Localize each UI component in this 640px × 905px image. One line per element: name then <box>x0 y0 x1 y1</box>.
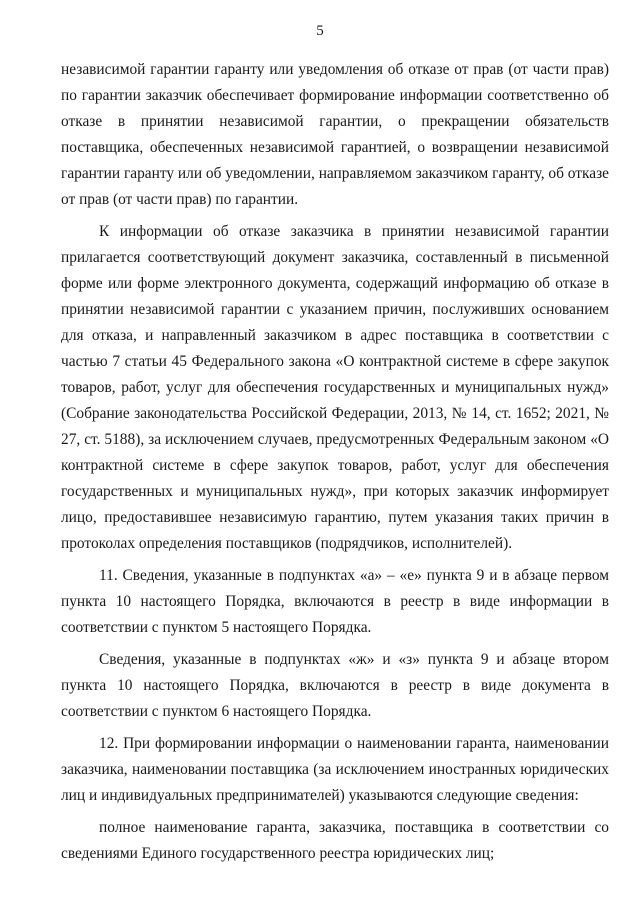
paragraph-item-11: 11. Сведения, указанные в подпунктах «а» – «е» пункта 9 и в абзаце первом пункта 10 настоящего Порядка, включаются в реестр в виде информации в соответствии с пунктом 5 настоящего Порядка. <box>61 567 609 636</box>
paragraph-refusal-document: К информации об отказе заказчика в принятии независимой гарантии прилагается соответствующий документ заказчика, составленный в письменной форме или форме электронного документа, содержащий информацию об отказе в принятии независимой гарантии с указанием причин, послуживших основанием для отказа, и направленный заказчиком в адрес поставщика в соответствии с частью 7 статьи 45 Федерального закона «О контрактной системе в сфере закупок товаров, работ, услуг для обеспечения государственных и муниципальных нужд» (Собрание законодательства Российской Федерации, 2013, № 14, ст. 1652; 2021, № 27, ст. 5188), за исключением случаев, предусмотренных Федеральным законом «О контрактной системе в сфере закупок товаров, работ, услуг для обеспечения государственных и муниципальных нужд», при которых заказчик информирует лицо, предоставившее независимую гарантию, путем указания таких причин в протоколах определения поставщиков (подрядчиков, исполнителей). <box>61 223 609 552</box>
paragraph-guarantee-refusal-info: независимой гарантии гаранту или уведомления об отказе от прав (от части прав) по гарантии заказчик обеспечивает формирование информации соответственно об отказе в принятии независимой гарантии, о прекращении обязательств поставщика, обеспеченных независимой гарантией, о возвращении независимой гарантии гаранту или об уведомлении, направляемом заказчиком гаранту, об отказе от прав (от части прав) по гарантии. <box>61 61 609 208</box>
paragraph-item-12: 12. При формировании информации о наименовании гаранта, наименовании заказчика, наименовании поставщика (за исключением иностранных юридических лиц и индивидуальных предпринимателей) указываются следующие сведения: <box>61 735 609 804</box>
paragraph-full-name: полное наименование гаранта, заказчика, поставщика в соответствии со сведениями Единого государственного реестра юридических лиц; <box>61 819 609 862</box>
document-body <box>61 57 609 873</box>
page-number: 5 <box>316 23 324 39</box>
paragraph-item-11-documents: Сведения, указанные в подпунктах «ж» и «з» пункта 9 и абзаце втором пункта 10 настоящего Порядка, включаются в реестр в виде документа в соответствии с пунктом 6 настоящего Порядка. <box>61 651 609 720</box>
